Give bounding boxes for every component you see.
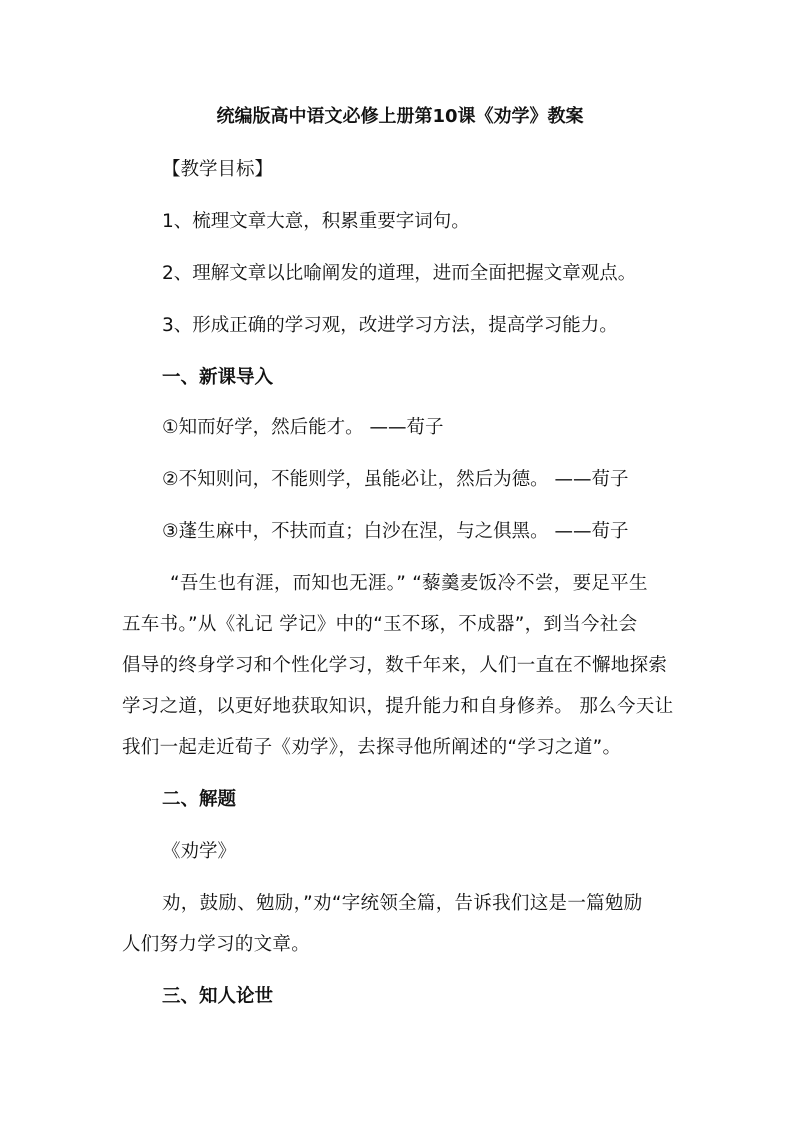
intro-paragraph-line: 学习之道，以更好地获取知识，提升能力和自身修养。 那么今天让 bbox=[122, 696, 674, 717]
quote-item: ③蓬生麻中，不扶而直；白沙在涅，与之俱黑。 ——荀子 bbox=[162, 521, 629, 542]
intro-paragraph-line: 我们一起走近荀子《劝学》，去探寻他所阐述的“学习之道”。 bbox=[122, 737, 622, 758]
goal-item: 3、形成正确的学习观，改进学习方法，提高学习能力。 bbox=[162, 315, 618, 336]
intro-paragraph-line: 倡导的终身学习和个性化学习，数千年来，人们一直在不懈地探索 bbox=[122, 655, 668, 676]
section-heading-title-explain: 二、解题 bbox=[162, 789, 237, 810]
goals-heading: 【教学目标】 bbox=[162, 159, 274, 180]
goal-item: 1、梳理文章大意，积累重要字词句。 bbox=[162, 211, 470, 232]
explain-paragraph-line: 劝，鼓励、勉励，”劝“字统领全篇，告诉我们这是一篇勉励 bbox=[162, 893, 643, 914]
book-title: 《劝学》 bbox=[162, 841, 237, 862]
document-title: 统编版高中语文必修上册第10课《劝学》教案 bbox=[216, 106, 584, 127]
intro-paragraph-line: “吾生也有涯，而知也无涯。” “藜羹麦饭冷不尝，要足平生 bbox=[170, 573, 648, 594]
section-heading-author: 三、知人论世 bbox=[162, 986, 274, 1007]
intro-paragraph-line: 五车书。”从《礼记 学记》中的“玉不琢，不成器”，到当今社会 bbox=[122, 614, 638, 635]
goal-item: 2、理解文章以比喻阐发的道理，进而全面把握文章观点。 bbox=[162, 263, 637, 284]
quote-item: ②不知则问，不能则学，虽能必让，然后为德。 ——荀子 bbox=[162, 469, 629, 490]
quote-item: ①知而好学，然后能才。 ——荀子 bbox=[162, 417, 444, 438]
section-heading-intro: 一、新课导入 bbox=[162, 367, 274, 388]
explain-paragraph-line: 人们努力学习的文章。 bbox=[122, 934, 311, 955]
